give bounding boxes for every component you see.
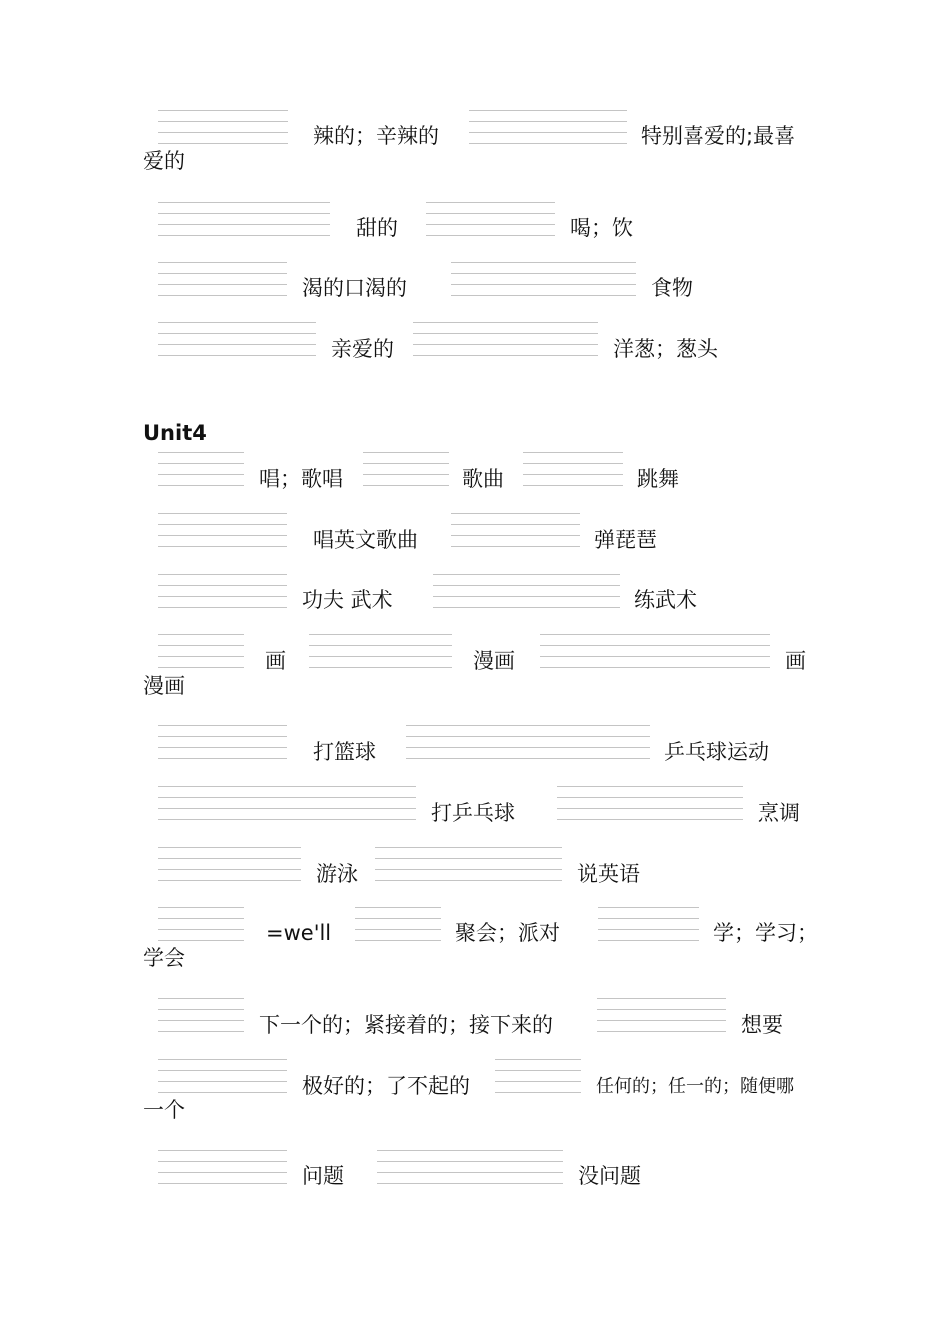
answer-blank[interactable] xyxy=(158,574,287,608)
definition-text: 想要 xyxy=(741,1013,783,1037)
definition-text: 爱的 xyxy=(143,149,185,173)
answer-blank[interactable] xyxy=(598,907,699,941)
definition-text: 特别喜爱的;最喜 xyxy=(641,124,796,148)
definition-text: 下一个的；紧接着的；接下来的 xyxy=(259,1013,553,1037)
definition-text: 唱英文歌曲 xyxy=(313,528,418,552)
answer-blank[interactable] xyxy=(158,262,287,296)
definition-text: 跳舞 xyxy=(637,467,679,491)
answer-blank[interactable] xyxy=(158,452,244,486)
definition-text: 学；学习； xyxy=(713,921,818,945)
answer-blank[interactable] xyxy=(158,110,288,144)
definition-text: 唱；歌唱 xyxy=(259,467,343,491)
definition-text: 渴的口渴的 xyxy=(302,276,407,300)
definition-text: 学会 xyxy=(143,946,185,970)
answer-blank[interactable] xyxy=(158,1059,287,1093)
answer-blank[interactable] xyxy=(158,786,416,820)
answer-blank[interactable] xyxy=(309,634,452,668)
answer-blank[interactable] xyxy=(406,725,650,759)
definition-text: 任何的；任一的；随便哪 xyxy=(596,1076,794,1097)
answer-blank[interactable] xyxy=(158,1150,287,1184)
answer-blank[interactable] xyxy=(426,202,555,236)
definition-text: 说英语 xyxy=(577,862,640,886)
definition-text: 没问题 xyxy=(578,1164,641,1188)
answer-blank[interactable] xyxy=(355,907,441,941)
answer-blank[interactable] xyxy=(158,907,244,941)
definition-text: 打乒乓球 xyxy=(431,801,515,825)
answer-blank[interactable] xyxy=(557,786,743,820)
definition-text: 画 xyxy=(785,649,806,673)
answer-blank[interactable] xyxy=(363,452,449,486)
answer-blank[interactable] xyxy=(451,262,636,296)
definition-text: =we'll xyxy=(266,921,332,945)
definition-text: 亲爱的 xyxy=(331,337,394,361)
definition-text: 食物 xyxy=(651,276,693,300)
definition-text: 喝；饮 xyxy=(570,216,633,240)
definition-text: 打篮球 xyxy=(313,740,376,764)
definition-text: 烹调 xyxy=(758,801,800,825)
definition-text: 歌曲 xyxy=(462,467,504,491)
answer-blank[interactable] xyxy=(597,998,726,1032)
definition-text: 游泳 xyxy=(316,862,358,886)
definition-text: 一个 xyxy=(143,1098,185,1122)
answer-blank[interactable] xyxy=(469,110,627,144)
definition-text: 极好的；了不起的 xyxy=(302,1074,470,1098)
answer-blank[interactable] xyxy=(413,322,598,356)
section-heading: Unit4 xyxy=(143,421,207,445)
definition-text: 漫画 xyxy=(473,649,515,673)
definition-text: 弹琵琶 xyxy=(594,528,657,552)
answer-blank[interactable] xyxy=(451,513,580,547)
answer-blank[interactable] xyxy=(523,452,623,486)
answer-blank[interactable] xyxy=(377,1150,563,1184)
answer-blank[interactable] xyxy=(158,998,244,1032)
definition-text: 乒乓球运动 xyxy=(664,740,769,764)
answer-blank[interactable] xyxy=(540,634,770,668)
answer-blank[interactable] xyxy=(375,847,562,881)
answer-blank[interactable] xyxy=(433,574,620,608)
definition-text: 功夫 武术 xyxy=(302,588,393,612)
definition-text: 聚会；派对 xyxy=(455,921,560,945)
answer-blank[interactable] xyxy=(158,847,301,881)
answer-blank[interactable] xyxy=(158,513,287,547)
definition-text: 洋葱；葱头 xyxy=(613,337,718,361)
definition-text: 漫画 xyxy=(143,674,185,698)
answer-blank[interactable] xyxy=(158,322,316,356)
answer-blank[interactable] xyxy=(158,202,330,236)
definition-text: 辣的；辛辣的 xyxy=(313,124,439,148)
answer-blank[interactable] xyxy=(158,634,244,668)
answer-blank[interactable] xyxy=(158,725,287,759)
definition-text: 练武术 xyxy=(634,588,697,612)
answer-blank[interactable] xyxy=(495,1059,581,1093)
definition-text: 甜的 xyxy=(356,216,398,240)
definition-text: 问题 xyxy=(302,1164,344,1188)
definition-text: 画 xyxy=(265,649,286,673)
